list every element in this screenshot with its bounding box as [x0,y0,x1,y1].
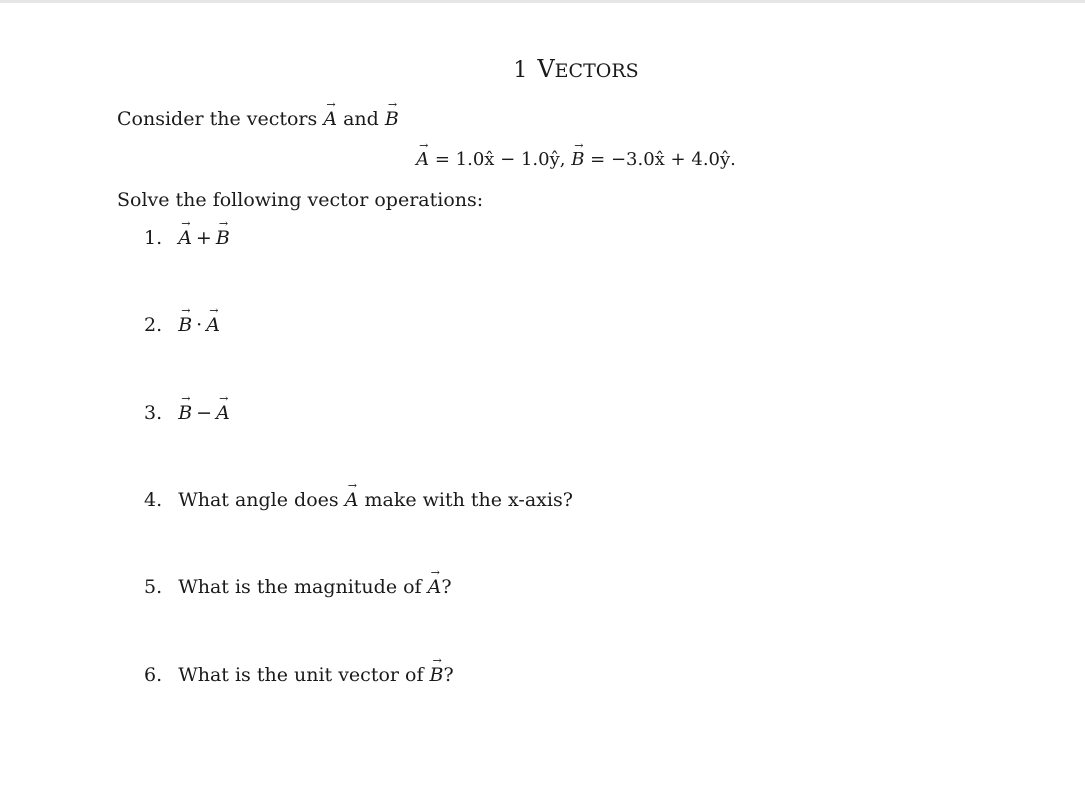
list-item [144,566,452,598]
question-text-post: ? [443,664,454,686]
vector-arrow-icon: → [209,304,219,317]
section-number: 1 [513,58,528,83]
question-text-post: ? [441,576,452,598]
vector-symbol: → A [427,566,442,598]
item-number: 2. [144,314,163,336]
question-text-pre: What is the unit vector of [178,664,424,686]
vector-b: → B [571,139,585,170]
vector-left: → B [178,392,193,424]
vector-arrow-icon: → [181,392,191,405]
list-item [144,392,230,424]
vector-right: → A [206,304,220,336]
list-item [144,654,454,686]
item-number: 6. [144,664,163,686]
intro-and: and [343,108,379,130]
vector-arrow-icon: → [219,392,229,405]
section-heading [0,55,1085,83]
vector-left: → B [178,304,193,336]
vector-a-components: = 1.0x̂ − 1.0ŷ, [434,149,566,170]
instructions: Solve the following vector operations: [117,189,484,211]
operator: · [196,314,203,336]
vector-right: → A [216,392,230,424]
operator: − [196,402,213,424]
vector-arrow-icon: → [181,304,191,317]
vector-arrow-icon: → [347,479,357,492]
question-text-pre: What angle does [178,489,339,511]
intro-sentence [117,98,399,130]
vector-symbol: → A [344,479,359,511]
vector-arrow-icon: → [432,654,442,667]
vector-left: → A [178,217,192,249]
vector-arrow-icon: → [387,98,398,111]
list-item [144,304,220,336]
list-item [144,479,573,511]
item-number: 1. [144,227,163,249]
vector-a: → A [416,139,430,170]
vector-right: → B [215,217,230,249]
vector-arrow-icon: → [218,217,229,230]
operator: + [195,227,212,249]
vector-b-components: = −3.0x̂ + 4.0ŷ. [590,149,736,170]
intro-text: Consider the vectors [117,108,318,130]
list-item [144,217,230,249]
item-number: 3. [144,402,163,424]
vector-arrow-icon: → [430,566,440,579]
vector-arrow-icon: → [181,217,191,230]
question-text-post: make with the x-axis? [364,489,573,511]
vector-symbol: → B [429,654,444,686]
vector-b: → B [384,98,399,130]
vector-arrow-icon: → [326,98,336,111]
question-text-pre: What is the magnitude of [178,576,422,598]
vector-arrow-icon: → [419,139,429,152]
item-number: 4. [144,489,163,511]
section-title-initial: V [537,55,555,83]
vector-arrow-icon: → [574,139,584,152]
item-number: 5. [144,576,163,598]
vector-definitions-equation [0,139,1085,170]
section-title-rest: ECTORS [554,60,639,82]
vector-a: → A [323,98,338,130]
page-top-border [0,0,1085,3]
